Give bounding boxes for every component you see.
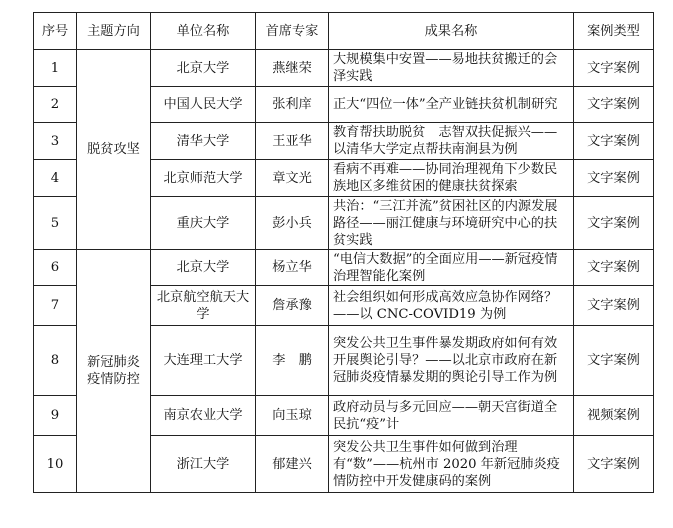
row-result: 政府动员与多元回应——朝天宫街道全民抗“疫”计	[329, 396, 574, 436]
row-num: 8	[34, 326, 77, 396]
row-type: 文字案例	[574, 50, 654, 87]
row-unit: 清华大学	[151, 123, 256, 160]
row-type: 文字案例	[574, 326, 654, 396]
header-num: 序号	[34, 13, 77, 50]
row-expert: 张利庠	[256, 87, 329, 123]
row-unit: 北京师范大学	[151, 160, 256, 197]
table-row	[34, 50, 654, 87]
row-expert: 王亚华	[256, 123, 329, 160]
row-num: 6	[34, 250, 77, 286]
row-unit: 北京大学	[151, 50, 256, 87]
header-expert: 首席专家	[256, 13, 329, 50]
row-type: 视频案例	[574, 396, 654, 436]
row-expert: 彭小兵	[256, 197, 329, 250]
case-results-table	[33, 12, 654, 493]
row-type: 文字案例	[574, 123, 654, 160]
row-result: 看病不再难——协同治理视角下少数民族地区多维贫困的健康扶贫探索	[329, 160, 574, 197]
row-expert: 杨立华	[256, 250, 329, 286]
group-direction-poverty: 脱贫攻坚	[77, 50, 151, 250]
row-unit: 浙江大学	[151, 436, 256, 493]
row-num: 4	[34, 160, 77, 197]
header-result: 成果名称	[329, 13, 574, 50]
header-unit: 单位名称	[151, 13, 256, 50]
row-result: 社会组织如何形成高效应急协作网络？——以 CNC-COVID19 为例	[329, 286, 574, 326]
row-unit: 北京航空航天大学	[151, 286, 256, 326]
row-num: 10	[34, 436, 77, 493]
row-type: 文字案例	[574, 250, 654, 286]
row-unit: 大连理工大学	[151, 326, 256, 396]
row-result: 突发公共卫生事件如何做到治理有“数”——杭州市 2020 年新冠肺炎疫情防控中开发健康码的案例	[329, 436, 574, 493]
row-expert: 李 鹏	[256, 326, 329, 396]
row-type: 文字案例	[574, 286, 654, 326]
row-expert: 燕继荣	[256, 50, 329, 87]
row-type: 文字案例	[574, 87, 654, 123]
table-row	[34, 250, 654, 286]
row-type: 文字案例	[574, 436, 654, 493]
row-type: 文字案例	[574, 197, 654, 250]
row-unit: 南京农业大学	[151, 396, 256, 436]
row-expert: 詹承豫	[256, 286, 329, 326]
row-result: 正大“四位一体”全产业链扶贫机制研究	[329, 87, 574, 123]
row-num: 5	[34, 197, 77, 250]
row-expert: 向玉琼	[256, 396, 329, 436]
row-type: 文字案例	[574, 160, 654, 197]
row-result: 大规模集中安置——易地扶贫搬迁的会泽实践	[329, 50, 574, 87]
row-result: “电信大数据”的全面应用——新冠疫情治理智能化案例	[329, 250, 574, 286]
row-num: 7	[34, 286, 77, 326]
header-row	[34, 13, 654, 50]
row-unit: 中国人民大学	[151, 87, 256, 123]
row-expert: 郁建兴	[256, 436, 329, 493]
row-result: 突发公共卫生事件暴发期政府如何有效开展舆论引导？——以北京市政府在新冠肺炎疫情暴发期的舆论引导工作为例	[329, 326, 574, 396]
row-unit: 重庆大学	[151, 197, 256, 250]
row-result: 共治：“三江并流”贫困社区的内源发展路径——丽江健康与环境研究中心的扶贫实践	[329, 197, 574, 250]
row-num: 1	[34, 50, 77, 87]
row-num: 2	[34, 87, 77, 123]
row-unit: 北京大学	[151, 250, 256, 286]
group-direction-epidemic: 新冠肺炎疫情防控	[77, 250, 151, 493]
row-expert: 章文光	[256, 160, 329, 197]
header-type: 案例类型	[574, 13, 654, 50]
row-num: 9	[34, 396, 77, 436]
row-result: 教育帮扶助脱贫 志智双扶促振兴——以清华大学定点帮扶南涧县为例	[329, 123, 574, 160]
header-direction: 主题方向	[77, 13, 151, 50]
row-num: 3	[34, 123, 77, 160]
